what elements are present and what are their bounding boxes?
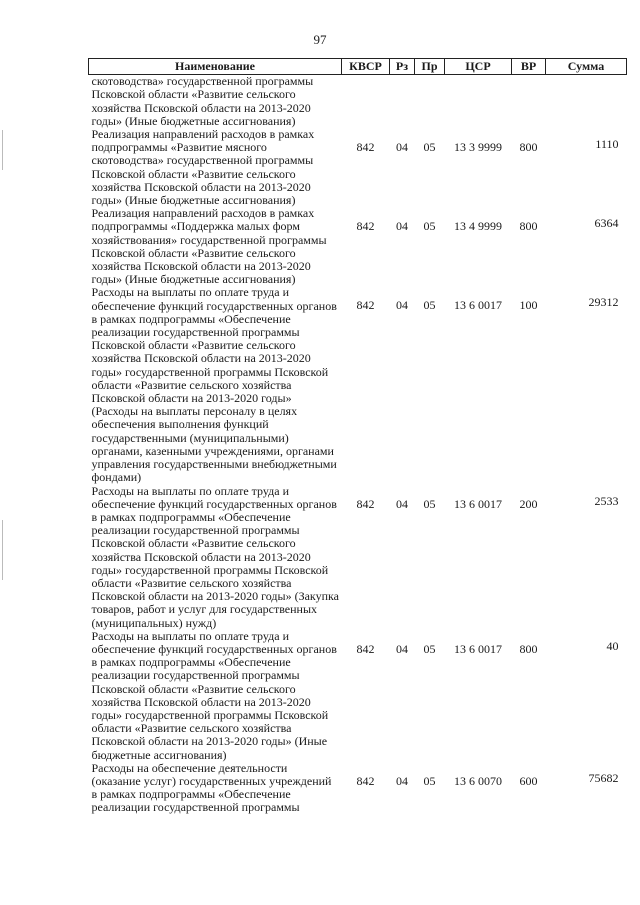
row-csr: 13 6 0017 (454, 298, 502, 313)
row-kvsr: 842 (356, 140, 375, 155)
row-sum: 29312 (588, 295, 619, 310)
row-name: Реализация направлений расходов в рамках подпрограммы «Поддержка малых форм хозяйствования» государственной программы Псковской области «Развитие сельского хозяйства Псковской области на 2013-2020 годы» (Иные бюджетные ассигнования) (91, 206, 327, 287)
row-sum: 75682 (588, 770, 619, 785)
row-csr: 13 6 0070 (454, 773, 502, 788)
budget-table (88, 58, 627, 815)
row-rz: 04 (396, 140, 408, 155)
row-rz: 04 (396, 773, 408, 788)
row-name: Расходы на выплаты по оплате труда и обеспечение функций государственных органов в рамках подпрограммы «Обеспечение реализации государственной программы Псковской области «Развитие сельского хозяйства Псковской области на 2013-2020 годы» государственной программы Псковской области «Развитие сельского хозяйства Псковской области на 2013-2020 годы» (Расходы на выплаты персоналу в целях обеспечения выполнения функций государственными (муниципальными) органами, казенными учреждениями, органами управления государственными внебюджетными фондами) (91, 285, 337, 485)
row-sum: 40 (606, 638, 619, 653)
row-kvsr: 842 (356, 641, 375, 656)
header-csr: ЦСР (445, 59, 512, 75)
row-name: скотоводства» государственной программы Псковской области «Развитие сельского хозяйства Псковской области на 2013-2020 годы» (Иные бюджетные ассигнования) (91, 74, 314, 128)
row-vr: 200 (519, 496, 538, 511)
row-pr: 05 (423, 219, 436, 234)
row-vr: 800 (519, 219, 538, 234)
table-row (89, 128, 627, 207)
scan-margin-mark (2, 520, 3, 580)
row-sum: 6364 (594, 216, 619, 231)
row-kvsr: 842 (356, 496, 375, 511)
row-rz: 04 (396, 641, 408, 656)
header-rz: Рз (390, 59, 415, 75)
header-row (89, 59, 627, 75)
row-kvsr (342, 75, 390, 128)
page-number: 97 (313, 32, 327, 47)
row-csr: 13 3 9999 (454, 140, 502, 155)
row-pr: 05 (423, 773, 436, 788)
row-name: Расходы на выплаты по оплате труда и обеспечение функций государственных органов в рамках подпрограммы «Обеспечение реализации государственной программы Псковской области «Развитие сельского хозяйства Псковской области на 2013-2020 годы» государственной программы Псковской области «Развитие сельского хозяйства Псковской области на 2013-2020 годы» (Закупка товаров, работ и услуг для государственных (муниципальных) нужд) (91, 483, 339, 630)
row-rz: 04 (396, 298, 408, 313)
table-row (89, 630, 627, 762)
row-vr: 800 (519, 140, 538, 155)
row-pr (415, 75, 445, 128)
row-rz: 04 (396, 496, 408, 511)
row-rz (390, 75, 415, 128)
row-vr: 100 (519, 298, 538, 313)
row-csr: 13 4 9999 (454, 219, 502, 234)
table-row (89, 75, 627, 128)
row-csr: 13 6 0017 (454, 641, 502, 656)
table-header (89, 59, 627, 75)
row-kvsr: 842 (356, 219, 375, 234)
table-body (89, 75, 627, 815)
row-pr: 05 (423, 641, 436, 656)
header-sum: Сумма (546, 59, 627, 75)
table-row (89, 207, 627, 286)
row-kvsr: 842 (356, 773, 375, 788)
row-vr: 600 (519, 773, 538, 788)
row-csr: 13 6 0017 (454, 496, 502, 511)
row-pr: 05 (423, 140, 436, 155)
row-vr (512, 75, 546, 128)
table-row (89, 485, 627, 630)
table-row (89, 762, 627, 815)
row-vr: 800 (519, 641, 538, 656)
header-vr: ВР (512, 59, 546, 75)
table-row (89, 286, 627, 484)
row-sum: 2533 (594, 493, 619, 508)
row-name: Реализация направлений расходов в рамках подпрограммы «Развитие мясного скотоводства» государственной программы Псковской области «Развитие сельского хозяйства Псковской области на 2013-2020 годы» (Иные бюджетные ассигнования) (91, 127, 315, 208)
row-name: Расходы на обеспечение деятельности (оказание услуг) государственных учреждений в рамках подпрограммы «Обеспечение реализации государственной программы (91, 760, 332, 815)
header-name: Наименование (89, 59, 342, 75)
row-pr: 05 (423, 298, 436, 313)
row-rz: 04 (396, 219, 408, 234)
header-pr: Пр (415, 59, 445, 75)
row-sum (546, 75, 627, 128)
row-kvsr: 842 (356, 298, 375, 313)
row-name: Расходы на выплаты по оплате труда и обеспечение функций государственных органов в рамках подпрограммы «Обеспечение реализации государственной программы Псковской области «Развитие сельского хозяйства Псковской области на 2013-2020 годы» государственной программы Псковской области «Развитие сельского хозяйства Псковской области на 2013-2020 годы» (Иные бюджетные ассигнования) (91, 628, 337, 762)
header-kvsr: КВСР (342, 59, 390, 75)
row-csr (445, 75, 512, 128)
row-sum: 1110 (595, 137, 619, 152)
row-pr: 05 (423, 496, 436, 511)
scan-margin-mark (2, 130, 3, 170)
